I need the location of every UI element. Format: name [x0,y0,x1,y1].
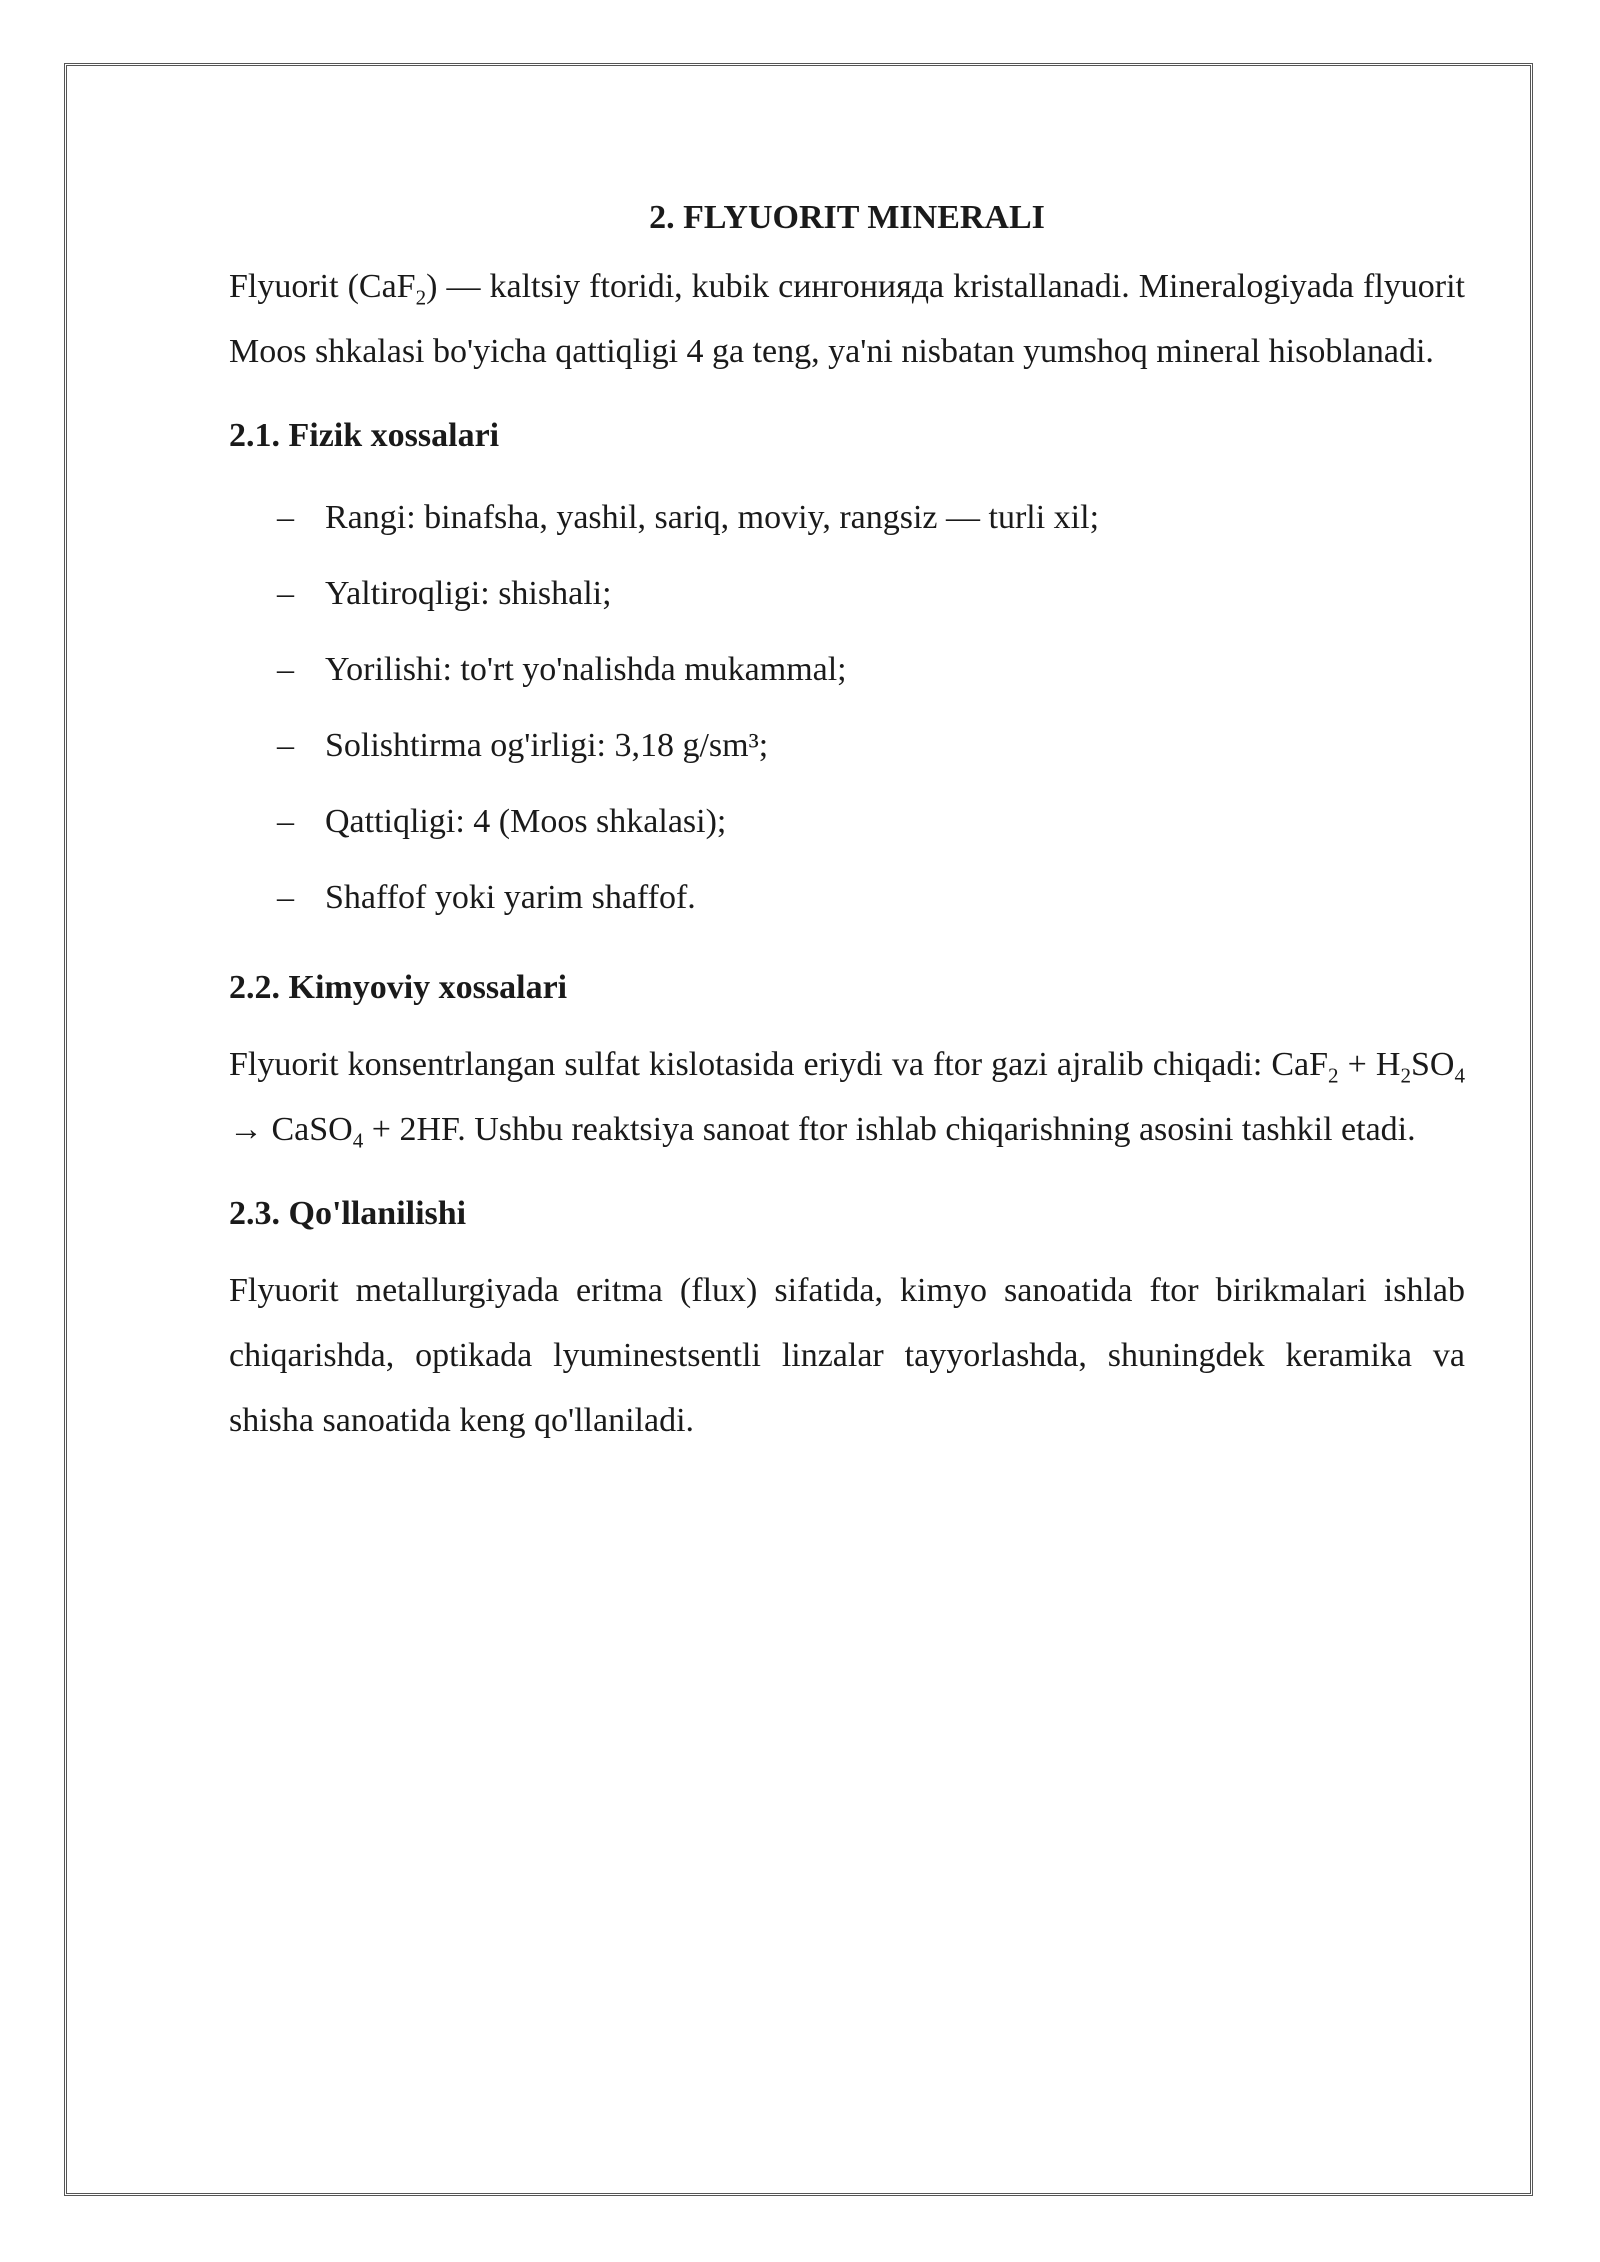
dash-bullet: – [277,499,294,536]
dash-bullet: – [277,803,294,840]
intro-subscript: 2 [415,285,427,310]
list-item: – Rangi: binafsha, yashil, sariq, moviy, rangsiz — turli xil; [229,480,1465,556]
intro-text-2: ) — kaltsiy ftoridi, kubik сингонияда kristallanadi. Mineralogiyada flyuorit Moos shkalasi bo'yicha qattiqligi 4 ga teng, ya'ni nisbatan yumshoq mineral hisoblanadi. [229,268,1465,370]
dash-bullet: – [277,651,294,688]
physical-properties-list [229,480,1465,936]
list-item: – Yorilishi: to'rt yo'nalishda mukammal; [229,632,1465,708]
list-item: – Qattiqligi: 4 (Moos shkalasi); [229,784,1465,860]
section-heading-physical: 2.1. Fizik xossalari [229,417,500,454]
section-heading-usage: 2.3. Qo'llanilishi [229,1195,467,1232]
list-item: – Shaffof yoki yarim shaffof. [229,860,1465,936]
chemical-paragraph: Flyuorit konsentrlangan sulfat kislotasida eriydi va ftor gazi ajralib chiqadi: $CaF_2 + H_2SO_4$ → CaSO$_4$ + 2HF. Ushbu reaktsiya sanoat ftor ishlab chiqarishning asosini tashkil etadi. [229,1046,1465,1153]
usage-paragraph: Flyuorit metallurgiyada eritma (flux) sifatida, kimyo sanoatida ftor birikmalari ishlab chiqarishda, optikada lyuminestsentli linzalar tayyorlashda, shuningdek keramika va shisha sanoatida keng qo'llaniladi. [229,1272,1465,1439]
section-heading-chemical: 2.2. Kimyoviy xossalari [229,969,568,1006]
dash-bullet: – [277,575,294,612]
page-title: 2. FLYUORIT MINERALI [649,199,1045,236]
intro-paragraph [229,254,1465,384]
dash-bullet: – [277,879,294,916]
intro-text-1: Flyuorit (CaF [229,268,416,305]
list-item: – Yaltiroqligi: shishali; [229,556,1465,632]
list-item: – Solishtirma og'irligi: 3,18 g/sm³; [229,708,1465,784]
document-body [229,190,1465,1453]
dash-bullet: – [277,727,294,764]
